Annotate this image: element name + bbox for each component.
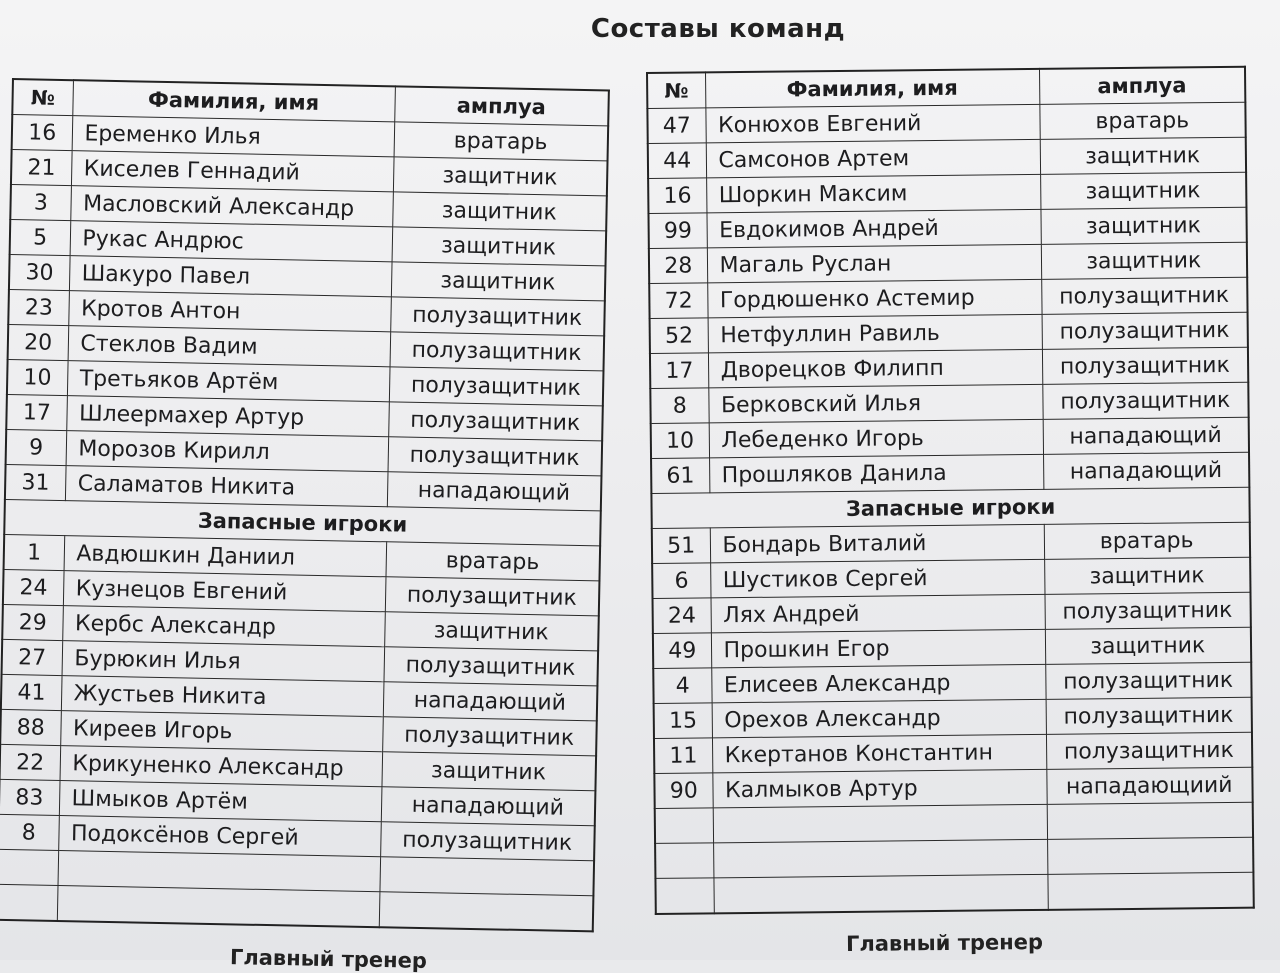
reserve-name: Киреев Игорь (60, 711, 383, 752)
name-column-header: Фамилия, имя (72, 80, 395, 122)
reserve-role: вратарь (1044, 522, 1250, 559)
team-left-roster (0, 78, 610, 932)
player-name: Масловский Александр (70, 186, 393, 227)
player-number: 31 (5, 464, 66, 500)
reserve-role: защитник (1045, 627, 1251, 664)
reserve-role: полузащитник (1046, 732, 1252, 769)
reserve-number (0, 849, 58, 885)
player-role: защитник (1040, 172, 1246, 209)
player-name: Берковский Илья (708, 384, 1042, 422)
reserve-name: Бондарь Виталий (710, 524, 1044, 562)
reserve-name: Бурюкин Илья (62, 641, 385, 682)
number-column-header: № (12, 79, 73, 116)
reserve-number: 90 (654, 773, 712, 809)
team-right-roster (646, 66, 1255, 915)
player-role: нападающий (387, 472, 602, 511)
head-coach-label-left: Главный тренер (229, 945, 428, 973)
reserve-name (713, 804, 1047, 842)
reserve-role: вратарь (385, 542, 600, 581)
reserve-number: 24 (653, 598, 711, 634)
player-name: Шоркин Максим (706, 174, 1040, 212)
player-number: 21 (11, 150, 72, 186)
reserve-number: 51 (652, 528, 710, 564)
reserve-number (655, 808, 713, 844)
player-role: полузащитник (1042, 312, 1248, 349)
player-number: 10 (7, 359, 68, 395)
reserve-name (57, 886, 380, 928)
player-role: полузащитник (388, 437, 603, 476)
player-role: полузащитник (388, 402, 603, 441)
reserve-role: полузащитник (1044, 592, 1250, 629)
reserve-name: Калмыков Артур (712, 769, 1046, 807)
player-role: полузащитник (390, 332, 605, 371)
player-number: 72 (649, 283, 707, 319)
reserve-name (713, 874, 1047, 913)
player-number: 17 (6, 394, 67, 430)
player-role: вратарь (1039, 102, 1245, 139)
player-role: полузащитник (389, 367, 604, 406)
reserve-number: 4 (653, 668, 711, 704)
player-name: Магаль Руслан (707, 244, 1041, 282)
player-role: нападающий (1043, 452, 1249, 489)
reserve-number: 8 (0, 814, 59, 850)
reserve-name: Кербс Александр (62, 606, 385, 647)
reserve-role (1047, 802, 1253, 839)
player-name: Рукас Андрюс (70, 221, 393, 262)
reserve-number: 1 (4, 534, 65, 570)
reserves-label: Запасные игроки (4, 499, 601, 545)
reserve-name: Прошкин Егор (711, 629, 1045, 667)
player-role: защитник (392, 227, 607, 266)
player-role: полузащитник (1041, 277, 1247, 314)
reserve-role (1047, 837, 1253, 874)
reserve-player-row (655, 872, 1253, 914)
player-role: защитник (1041, 242, 1247, 279)
player-number: 99 (648, 213, 706, 249)
reserve-name: Кузнецов Евгений (63, 571, 386, 612)
reserve-name: Авдюшкин Даниил (64, 536, 387, 577)
reserve-name: Шустиков Сергей (710, 559, 1044, 597)
reserve-role: защитник (384, 612, 599, 651)
player-number: 10 (651, 423, 709, 459)
player-name: Конюхов Евгений (705, 104, 1039, 142)
reserve-name: Жустьев Никита (61, 676, 384, 717)
reserve-role (379, 857, 594, 896)
player-name: Стеклов Вадим (68, 326, 391, 367)
reserve-role: полузащитник (385, 577, 600, 616)
reserve-name: Орехов Александр (712, 699, 1046, 737)
reserve-number: 88 (0, 709, 61, 745)
player-name: Еременко Илья (72, 116, 395, 157)
reserve-name: Ккертанов Константин (712, 734, 1046, 772)
player-name: Шакуро Павел (69, 256, 392, 297)
reserve-role: полузащитник (380, 822, 595, 861)
reserve-name: Елисеев Александр (711, 664, 1045, 702)
reserve-number: 27 (2, 639, 63, 675)
page-title: Составы команд (590, 14, 846, 44)
player-role: защитник (391, 262, 606, 301)
reserve-role: нападающий (383, 682, 598, 721)
reserve-number: 49 (653, 633, 711, 669)
role-column-header: амплуа (394, 86, 609, 126)
reserve-name: Шмыков Артём (59, 781, 382, 822)
player-number: 44 (648, 143, 706, 179)
reserve-role: полузащитник (382, 717, 597, 756)
player-number: 9 (6, 429, 67, 465)
player-role: защитник (1040, 137, 1246, 174)
player-name: Морозов Кирилл (66, 431, 389, 472)
reserve-name: Подоксёнов Сергей (58, 816, 381, 857)
player-name: Евдокимов Андрей (706, 209, 1040, 247)
reserve-role: защитник (381, 752, 596, 791)
reserve-role: нападающиий (1046, 767, 1252, 804)
player-number: 20 (8, 324, 69, 360)
player-name: Самсонов Артем (706, 139, 1040, 177)
team-right-body (647, 67, 1254, 914)
role-column-header: амплуа (1039, 67, 1245, 105)
player-role: нападающий (1043, 417, 1249, 454)
player-number: 8 (650, 388, 708, 424)
team-left-body (0, 79, 609, 931)
player-role: полузащитник (1042, 347, 1248, 384)
reserve-number: 29 (2, 604, 63, 640)
reserve-role: полузащитник (1046, 697, 1252, 734)
reserve-role: нападающий (381, 787, 596, 826)
reserve-number: 11 (654, 738, 712, 774)
player-name: Третьяков Артём (67, 361, 390, 402)
player-number: 61 (651, 458, 709, 494)
reserve-number (655, 843, 713, 879)
reserve-name: Лях Андрей (711, 594, 1045, 632)
player-name: Нетфуллин Равиль (708, 314, 1042, 352)
player-number: 28 (649, 248, 707, 284)
number-column-header: № (647, 72, 705, 108)
player-role: защитник (392, 192, 607, 231)
player-role: защитник (1040, 207, 1246, 244)
player-name: Прошляков Данила (709, 454, 1043, 492)
reserve-number: 6 (652, 563, 710, 599)
player-name: Киселев Геннадий (71, 151, 394, 192)
reserve-name (713, 839, 1047, 877)
player-number: 47 (647, 108, 705, 144)
player-number: 16 (12, 115, 73, 151)
reserve-name: Крикуненко Александр (60, 746, 383, 787)
name-column-header: Фамилия, имя (705, 69, 1039, 108)
reserve-role: полузащитник (383, 647, 598, 686)
player-role: полузащитник (390, 297, 605, 336)
reserve-number: 83 (0, 779, 60, 815)
player-number: 23 (8, 289, 69, 325)
player-number: 17 (650, 353, 708, 389)
player-name: Саламатов Никита (65, 466, 388, 507)
reserve-number (0, 884, 58, 921)
reserve-number: 24 (3, 569, 64, 605)
player-name: Шлеермахер Артур (66, 396, 389, 437)
reserve-role: защитник (1044, 557, 1250, 594)
player-name: Лебеденко Игорь (709, 419, 1043, 457)
player-number: 5 (10, 219, 71, 255)
player-number: 3 (10, 184, 71, 220)
player-number: 52 (650, 318, 708, 354)
player-role: вратарь (394, 122, 609, 161)
reserve-number: 22 (0, 744, 60, 780)
player-number: 16 (648, 178, 706, 214)
reserve-number: 41 (1, 674, 62, 710)
head-coach-label-right: Главный тренер (845, 929, 1044, 957)
player-name: Кротов Антон (68, 291, 391, 332)
player-name: Дворецков Филипп (708, 349, 1042, 387)
reserve-role: полузащитник (1045, 662, 1251, 699)
reserve-role (1047, 872, 1253, 910)
player-number: 30 (9, 254, 70, 290)
reserves-label: Запасные игроки (651, 487, 1249, 528)
player-name: Гордюшенко Астемир (707, 279, 1041, 317)
player-role: полузащитник (1042, 382, 1248, 419)
player-role: защитник (393, 157, 608, 196)
reserve-number: 15 (654, 703, 712, 739)
reserve-number (655, 878, 713, 914)
reserve-role (379, 892, 594, 932)
